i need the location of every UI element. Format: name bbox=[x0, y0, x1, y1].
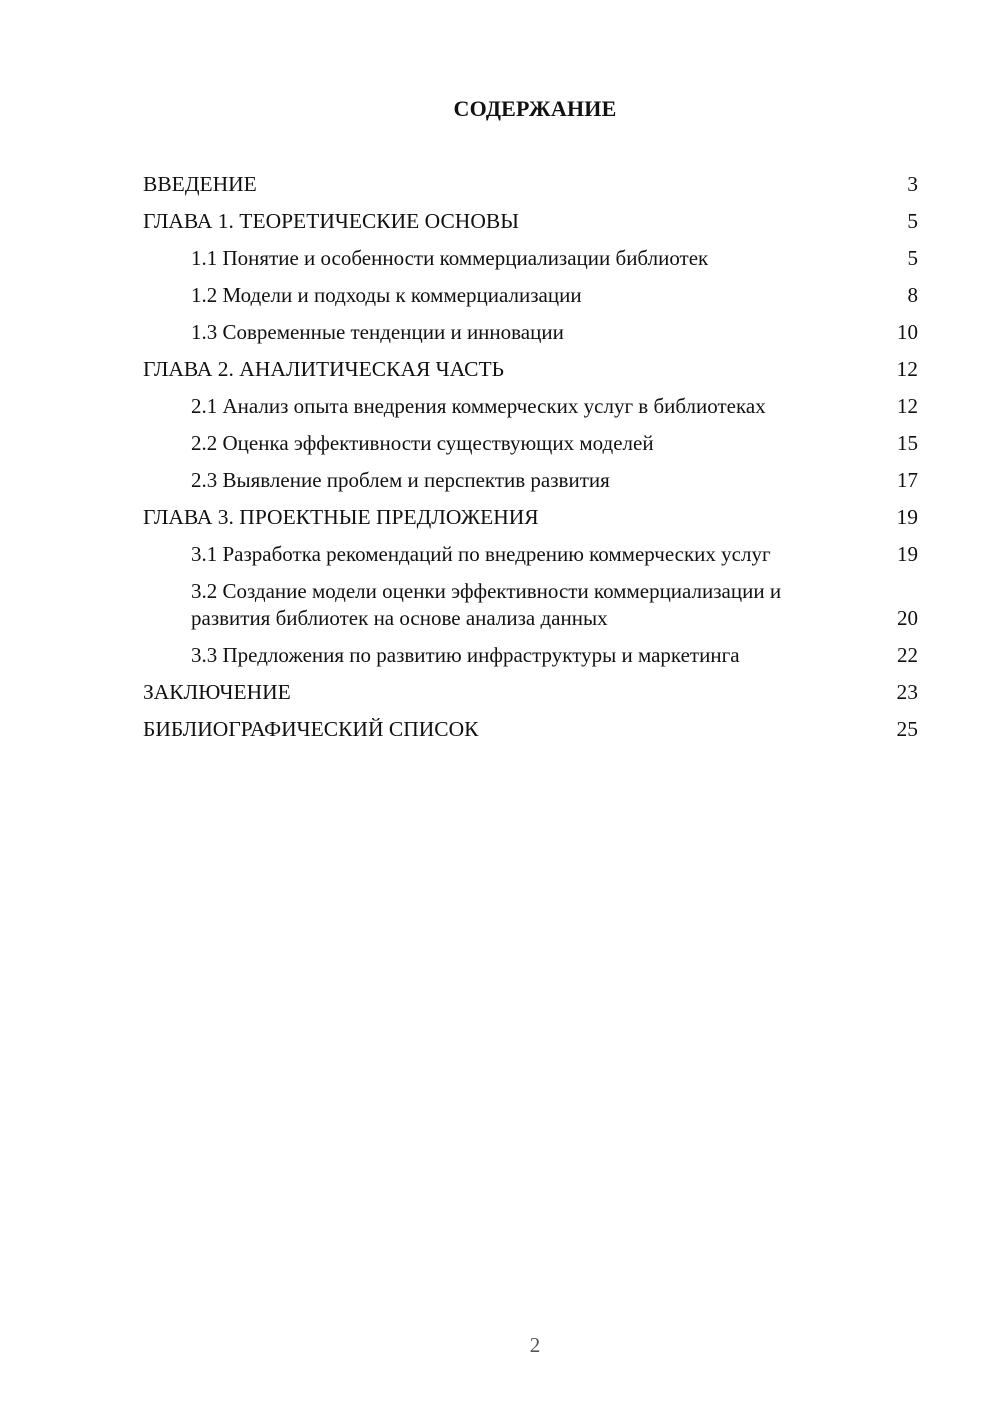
toc-entry-chapter-3[interactable] bbox=[143, 504, 918, 531]
toc-entry-page: 20 bbox=[897, 605, 918, 630]
page-number: 2 bbox=[529, 1333, 541, 1357]
toc-entry-label: ГЛАВА 2. АНАЛИТИЧЕСКАЯ ЧАСТЬ bbox=[143, 357, 504, 381]
toc-entry-section-2-2[interactable] bbox=[143, 430, 918, 457]
toc-entry-introduction[interactable] bbox=[143, 171, 918, 198]
toc-entry-page: 17 bbox=[897, 468, 918, 492]
toc-entry-label: ГЛАВА 1. ТЕОРЕТИЧЕСКИЕ ОСНОВЫ bbox=[143, 209, 519, 233]
toc-entry-page: 25 bbox=[896, 716, 918, 741]
toc-entry-section-3-1[interactable] bbox=[143, 541, 918, 568]
table-of-contents bbox=[143, 171, 918, 753]
toc-entry-page: 3 bbox=[907, 172, 918, 196]
toc-entry-label: 3.2 Создание модели оценки эффективности коммерциализации и развития библиотек на основе анализа данных bbox=[191, 579, 782, 630]
toc-entry-section-1-3[interactable] bbox=[143, 319, 918, 346]
toc-entry-page: 12 bbox=[897, 394, 918, 418]
toc-entry-label: ЗАКЛЮЧЕНИЕ bbox=[143, 679, 291, 704]
toc-entry-page: 19 bbox=[897, 542, 918, 566]
toc-entry-label: 2.3 Выявление проблем и перспектив развития bbox=[191, 468, 610, 492]
toc-entry-label: 3.1 Разработка рекомендаций по внедрению коммерческих услуг bbox=[191, 542, 771, 566]
toc-entry-page: 22 bbox=[897, 642, 918, 667]
toc-entry-section-3-2[interactable] bbox=[143, 578, 918, 631]
toc-entry-label: 1.3 Современные тенденции и инновации bbox=[191, 320, 564, 344]
toc-entry-page: 12 bbox=[896, 357, 918, 381]
toc-entry-label: ВВЕДЕНИЕ bbox=[143, 172, 257, 196]
toc-entry-label: 2.1 Анализ опыта внедрения коммерческих услуг в библиотеках bbox=[191, 394, 766, 418]
toc-entry-label: 1.2 Модели и подходы к коммерциализации bbox=[191, 283, 582, 307]
toc-entry-page: 8 bbox=[907, 283, 918, 307]
toc-entry-section-1-2[interactable] bbox=[143, 282, 918, 309]
toc-entry-bibliography[interactable] bbox=[143, 716, 918, 743]
toc-entry-page: 15 bbox=[897, 431, 918, 455]
toc-entry-chapter-2[interactable] bbox=[143, 356, 918, 383]
toc-entry-label: 3.3 Предложения по развитию инфраструктуры и маркетинга bbox=[191, 642, 740, 667]
toc-entry-label: 2.2 Оценка эффективности существующих моделей bbox=[191, 431, 654, 455]
toc-entry-page: 5 bbox=[907, 209, 918, 233]
page-title: СОДЕРЖАНИЕ bbox=[453, 96, 617, 121]
toc-entry-label: ГЛАВА 3. ПРОЕКТНЫЕ ПРЕДЛОЖЕНИЯ bbox=[143, 505, 539, 529]
toc-entry-section-2-1[interactable] bbox=[143, 393, 918, 420]
toc-entry-page: 19 bbox=[896, 505, 918, 529]
toc-entry-page: 5 bbox=[907, 246, 918, 270]
toc-entry-chapter-1[interactable] bbox=[143, 208, 918, 235]
toc-entry-section-1-1[interactable] bbox=[143, 245, 918, 272]
toc-entry-label: БИБЛИОГРАФИЧЕСКИЙ СПИСОК bbox=[143, 716, 479, 741]
toc-entry-section-3-3[interactable] bbox=[143, 642, 918, 669]
toc-entry-page: 23 bbox=[896, 679, 918, 704]
toc-entry-section-2-3[interactable] bbox=[143, 467, 918, 494]
toc-entry-conclusion[interactable] bbox=[143, 679, 918, 706]
toc-entry-label: 1.1 Понятие и особенности коммерциализации библиотек bbox=[191, 246, 709, 270]
toc-entry-page: 10 bbox=[897, 320, 918, 344]
